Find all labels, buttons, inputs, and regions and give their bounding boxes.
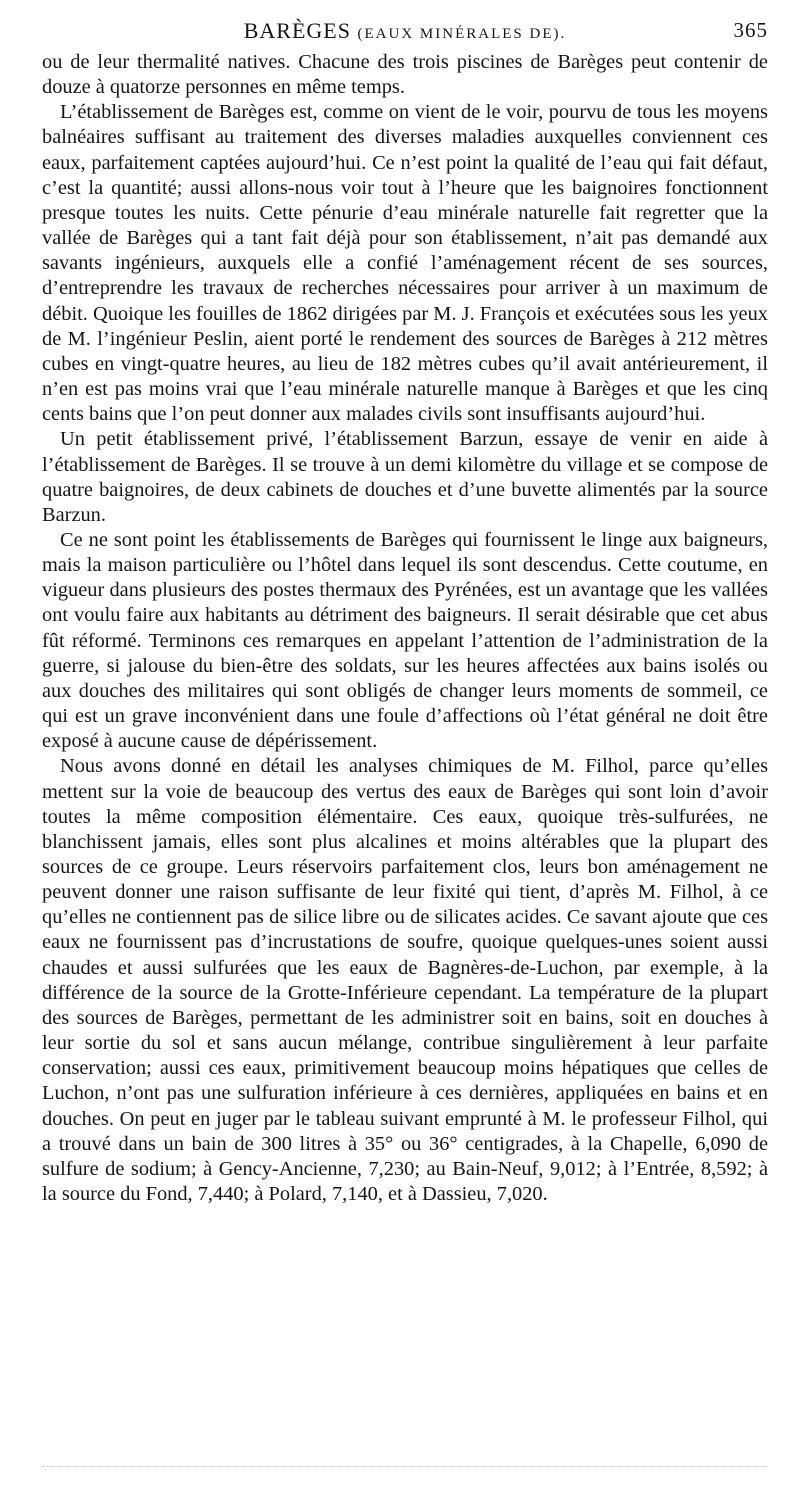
document-page bbox=[42, 18, 768, 1207]
header-title-subtitle: (EAUX MINÉRALES DE). bbox=[357, 26, 567, 42]
body-text bbox=[42, 50, 768, 1207]
paragraph: Un petit établissement privé, l’établissement Barzun, essaye de venir en aide à l’établissement de Barèges. Il se trouve à un demi kilomètre du village et se compose de quatre baignoires, de deux cabinets de douches et d’une buvette alimentés par la source Barzun. bbox=[42, 428, 768, 526]
paragraph: L’établissement de Barèges est, comme on vient de le voir, pourvu de tous les moyens balnéaires suffisant au traitement des diverses maladies auxquelles conviennent ces eaux, parfaitement captées aujourd’hui. Ce n’est point la qualité de l’eau qui fait défaut, c’est la quantité; aussi allons-nous voir tout à l’heure que les baignoires fonctionnent presque toutes les nuits. Cette pénurie d’eau minérale naturelle fait regretter que la vallée de Barèges qui a tant fait déjà pour son établissement, n’ait pas demandé aux savants ingénieurs, auxquels elle a confié l’aménagement récent de ses sources, d’entreprendre les travaux de recherches nécessaires pour arriver à un maximum de débit. Quoique les fouilles de 1862 dirigées par M. J. François et exécutées sous les yeux de M. l’ingénieur Peslin, aient porté le rendement des sources de Barèges à 212 mètres cubes en vingt-quatre heures, au lieu de 182 mètres cubes qu’il avait antérieurement, il n’en est pas moins vrai que l’eau minérale naturelle manque à Barèges et que les cinq cents bains que l’on peut donner aux malades civils sont insuffisants aujourd’hui. bbox=[42, 101, 768, 426]
paragraph: Ce ne sont point les établissements de Barèges qui fournissent le linge aux baigneurs, mais la maison particulière ou l’hôtel dans lequel ils sont descendus. Cette coutume, en vigueur dans plusieurs des postes thermaux des Pyrénées, est un avantage que les vallées ont voulu faire aux habitants au détriment des baigneurs. Il serait désirable que cet abus fût réformé. Terminons ces remarques en appelant l’attention de l’administration de la guerre, si jalouse du bien-être des soldats, sur les heures affectées aux bains isolés ou aux douches des militaires qui sont obligés de changer leurs moments de sommeil, ce qui est un grave inconvénient dans une foule d’affections où l’état général ne doit être exposé à aucune cause de dépérissement. bbox=[42, 528, 768, 753]
header-title-main: BARÈGES bbox=[243, 18, 351, 43]
paragraph: ou de leur thermalité natives. Chacune des trois piscines de Barèges peut contenir de douze à quatorze personnes en même temps. bbox=[42, 51, 768, 99]
page-number: 365 bbox=[733, 18, 768, 42]
running-header bbox=[42, 18, 768, 50]
paragraph: Nous avons donné en détail les analyses chimiques de M. Filhol, parce qu’elles mettent sur la voie de beaucoup des vertus des eaux de Barèges qui sont loin d’avoir toutes la même composition élémentaire. Ces eaux, quoique très-sulfurées, ne blanchissent jamais, elles sont plus alcalines et moins altérables que la plupart des sources de ce groupe. Leurs réservoirs parfaitement clos, leurs bon aménagement ne peuvent donner une raison suffisante de leur fixité qui tient, d’après M. Filhol, à ce qu’elles ne contiennent pas de silice libre ou de silicates acides. Ce savant ajoute que ces eaux ne fournissent pas d’incrustations de soufre, quoique quelques-unes soient aussi chaudes et aussi sulfurées que les eaux de Bagnères-de-Luchon, par exemple, à la différence de la source de la Grotte-Inférieure cependant. La température de la plupart des sources de Barèges, permettant de les administrer soit en bains, soit en douches à leur sortie du sol et sans aucun mélange, contribue singulièrement à leur parfaite conservation; aussi ces eaux, primitivement beaucoup moins hépatiques que celles de Luchon, n’ont pas une sulfuration inférieure à ces dernières, appliquées en bains et en douches. On peut en juger par le tableau suivant emprunté à M. le professeur Filhol, qui a trouvé dans un bain de 300 litres à 35° ou 36° centigrades, à la Chapelle, 6,090 de sulfure de sodium; à Gency-Ancienne, 7,230; au Bain-Neuf, 9,012; à l’Entrée, 8,592; à la source du Fond, 7,440; à Polard, 7,140, et à Dassieu, 7,020. bbox=[42, 755, 768, 1206]
page-footer-artifact bbox=[42, 1466, 768, 1468]
page-header-title bbox=[42, 18, 768, 44]
